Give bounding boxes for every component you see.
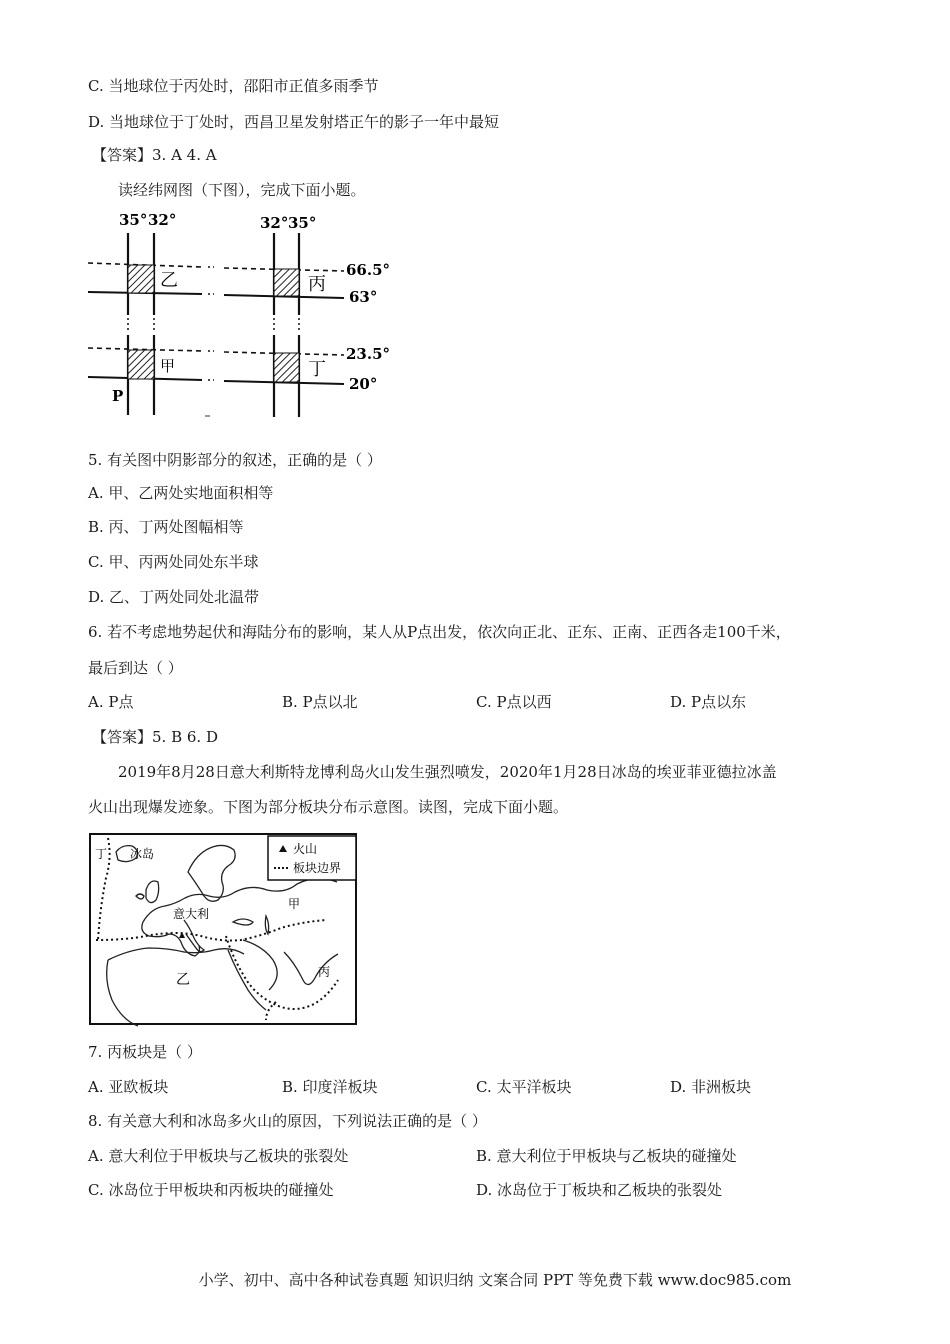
q5-option-a: A. 甲、乙两处实地面积相等 (88, 484, 274, 502)
lon-label: 35° (119, 211, 148, 229)
cell-label: 乙 (160, 270, 178, 291)
q4-option-c: C. 当地球位于丙处时，邵阳市正值多雨季节 (88, 77, 379, 95)
q6-option: C. P点以西 (476, 693, 552, 711)
q7-option: D. 非洲板块 (670, 1078, 752, 1096)
plate-map-figure (88, 832, 360, 1028)
q7-option: B. 印度洋板块 (282, 1078, 378, 1096)
q7-option: A. 亚欧板块 (88, 1078, 169, 1096)
q7-option: C. 太平洋板块 (476, 1078, 572, 1096)
lon-label: 32° (260, 214, 289, 232)
q4-option-d: D. 当地球位于丁处时，西昌卫星发射塔正午的影子一年中最短 (88, 113, 500, 131)
hatched-cell-bing (274, 269, 299, 296)
map-label-iceland: 冰岛 (130, 847, 155, 861)
lat-long-grid-figure (84, 205, 404, 420)
lat-label: 66.5° (346, 261, 391, 279)
answer-3-4: 【答案】3. A 4. A (92, 146, 217, 164)
lat-label: 20° (349, 375, 378, 393)
q6-option: B. P点以北 (282, 693, 358, 711)
lat-label: 63° (349, 288, 378, 306)
hatched-cell-jia (128, 350, 154, 379)
cell-label: 丙 (308, 274, 326, 295)
map-label-ding: 丁 (95, 847, 108, 861)
q8-stem: 8. 有关意大利和冰岛多火山的原因，下列说法正确的是（ ） (88, 1112, 487, 1130)
map-label-italy: 意大利 (173, 907, 210, 921)
q5-option-b: B. 丙、丁两处图幅相等 (88, 518, 244, 536)
q6-stem-line2: 最后到达（ ） (88, 659, 183, 677)
legend-boundary-label: 板块边界 (293, 861, 342, 875)
q6-option: A. P点 (88, 693, 134, 711)
map-label-bing: 丙 (318, 965, 331, 979)
intro-7-8-line1: 2019年8月28日意大利斯特龙博利岛火山发生强烈喷发，2020年1月28日冰岛的埃亚菲亚德拉冰盖 (118, 763, 777, 781)
q8-option: B. 意大利位于甲板块与乙板块的碰撞处 (476, 1147, 737, 1165)
answer-5-6: 【答案】5. B 6. D (92, 728, 218, 746)
cell-label: 甲 (160, 357, 176, 375)
cell-label: 丁 (308, 359, 326, 380)
q6-option: D. P点以东 (670, 693, 747, 711)
q5-stem: 5. 有关图中阴影部分的叙述，正确的是（ ） (88, 451, 382, 469)
lon-label: 35° (288, 214, 317, 232)
lat-label: 23.5° (346, 345, 391, 363)
q7-stem: 7. 丙板块是（ ） (88, 1043, 202, 1061)
intro-5-6: 读经纬网图（下图），完成下面小题。 (118, 181, 366, 199)
lon-label: 32° (148, 211, 177, 229)
map-label-yi: 乙 (176, 972, 190, 988)
q6-stem-line1: 6. 若不考虑地势起伏和海陆分布的影响，某人从P点出发，依次向正北、正东、正南、正西各走100千米， (88, 623, 791, 641)
q5-option-d: D. 乙、丁两处同处北温带 (88, 588, 260, 606)
q8-option: C. 冰岛位于甲板块和丙板块的碰撞处 (88, 1181, 334, 1199)
point-p-label: P (112, 387, 124, 405)
q8-option: D. 冰岛位于丁板块和乙板块的张裂处 (476, 1181, 723, 1199)
q8-option: A. 意大利位于甲板块与乙板块的张裂处 (88, 1147, 349, 1165)
map-label-jia: 甲 (288, 897, 301, 911)
page-footer: 小学、初中、高中各种试卷真题 知识归纳 文案合同 PPT 等免费下载 www.doc985.com (198, 1271, 792, 1289)
intro-7-8-line2: 火山出现爆发迹象。下图为部分板块分布示意图。读图，完成下面小题。 (88, 798, 569, 816)
hatched-cell-yi (128, 265, 154, 293)
q5-option-c: C. 甲、丙两处同处东半球 (88, 553, 259, 571)
legend-volcano-label: 火山 (293, 842, 318, 856)
hatched-cell-ding (274, 353, 299, 382)
